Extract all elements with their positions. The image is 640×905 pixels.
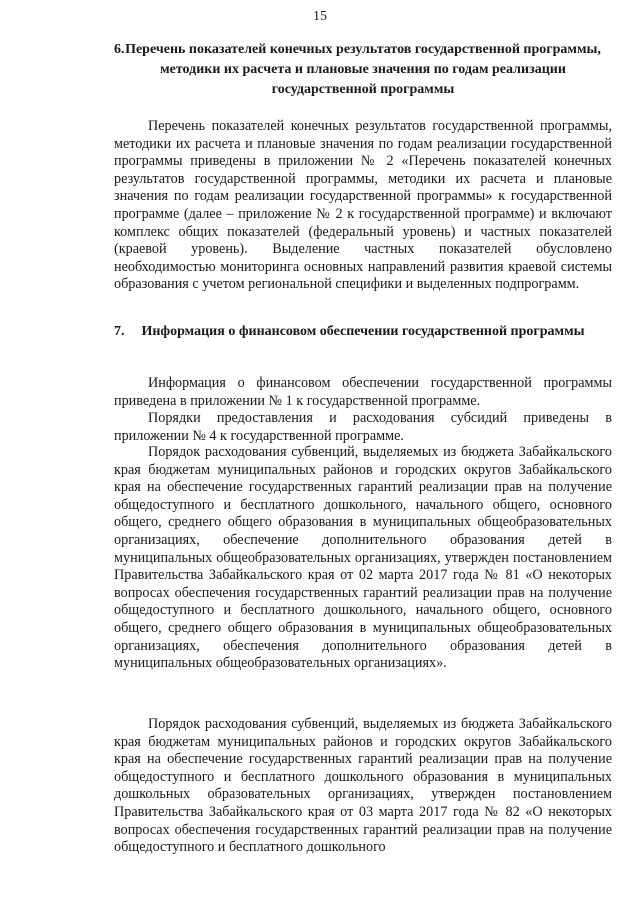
section-7-paragraph-3: Порядок расходования субвенций, выделяемых из бюджета Забайкальского края бюджетам муниципальных районов и городских округов Забайкальского края на обеспечение государственных гарантий реализации прав на получение общедоступного и бесплатного дошкольного, начального общего, основного общего, среднего общего образования в муниципальных общеобразовательных организациях, обеспечение дополнительного образования детей в муниципальных общеобразовательных организациях, утвержден постановлением Правительства Забайкальского края от 02 марта 2017 года № 81 «О некоторых вопросах обеспечения государственных гарантий реализации прав на получение общедоступного и бесплатного дошкольного, начального общего, основного общего, среднего общего образования в муниципальных общеобразовательных организациях, обеспечения дополнительного образования детей в муниципальных общеобразовательных организациях». <box>114 444 612 672</box>
section-7-title: Информация о финансовом обеспечении государственной программы <box>141 324 585 339</box>
section-7-paragraph-4: Порядок расходования субвенций, выделяемых из бюджета Забайкальского края бюджетам муниципальных районов и городских округов Забайкальского края на обеспечение государственных гарантий реализации прав на получение общедоступного и бесплатного дошкольного образования в муниципальных дошкольных образовательных организациях, утвержден постановлением Правительства Забайкальского края от 03 марта 2017 года № 82 «О некоторых вопросах обеспечения государственных гарантий реализации прав на получение общедоступного и бесплатного дошкольного <box>114 716 612 856</box>
section-6-heading <box>114 40 612 100</box>
section-6-paragraph: Перечень показателей конечных результатов государственной программы, методики их расчета и плановые значения по годам реализации государственной программы приведены в приложении № 2 «Перечень показателей конечных результатов государственной программы, методики их расчета и плановые значения по годам реализации государственной программы» к государственной программе (далее – приложение № 2 к государственной программе) и включают комплекс общих показателей (федеральный уровень) и частных показателей (краевой уровень). Выделение частных показателей обусловлено необходимостью мониторинга основных направлений развития краевой системы образования с учетом региональной специфики и выделенных подпрограмм. <box>114 118 612 293</box>
section-6-title: Перечень показателей конечных результатов государственной программы, методики их расчета и плановые значения по годам реализации государственной программы <box>125 42 601 97</box>
section-7-heading <box>114 322 612 342</box>
section-7-paragraph-2: Порядки предоставления и расходования субсидий приведены в приложении № 4 к государственной программе. <box>114 410 612 444</box>
page-number: 15 <box>313 9 327 24</box>
section-7-paragraph-1: Информация о финансовом обеспечении государственной программы приведена в приложении № 1 к государственной программе. <box>114 375 612 409</box>
section-6-number: 6. <box>114 42 125 57</box>
section-7-number: 7. <box>114 324 125 339</box>
